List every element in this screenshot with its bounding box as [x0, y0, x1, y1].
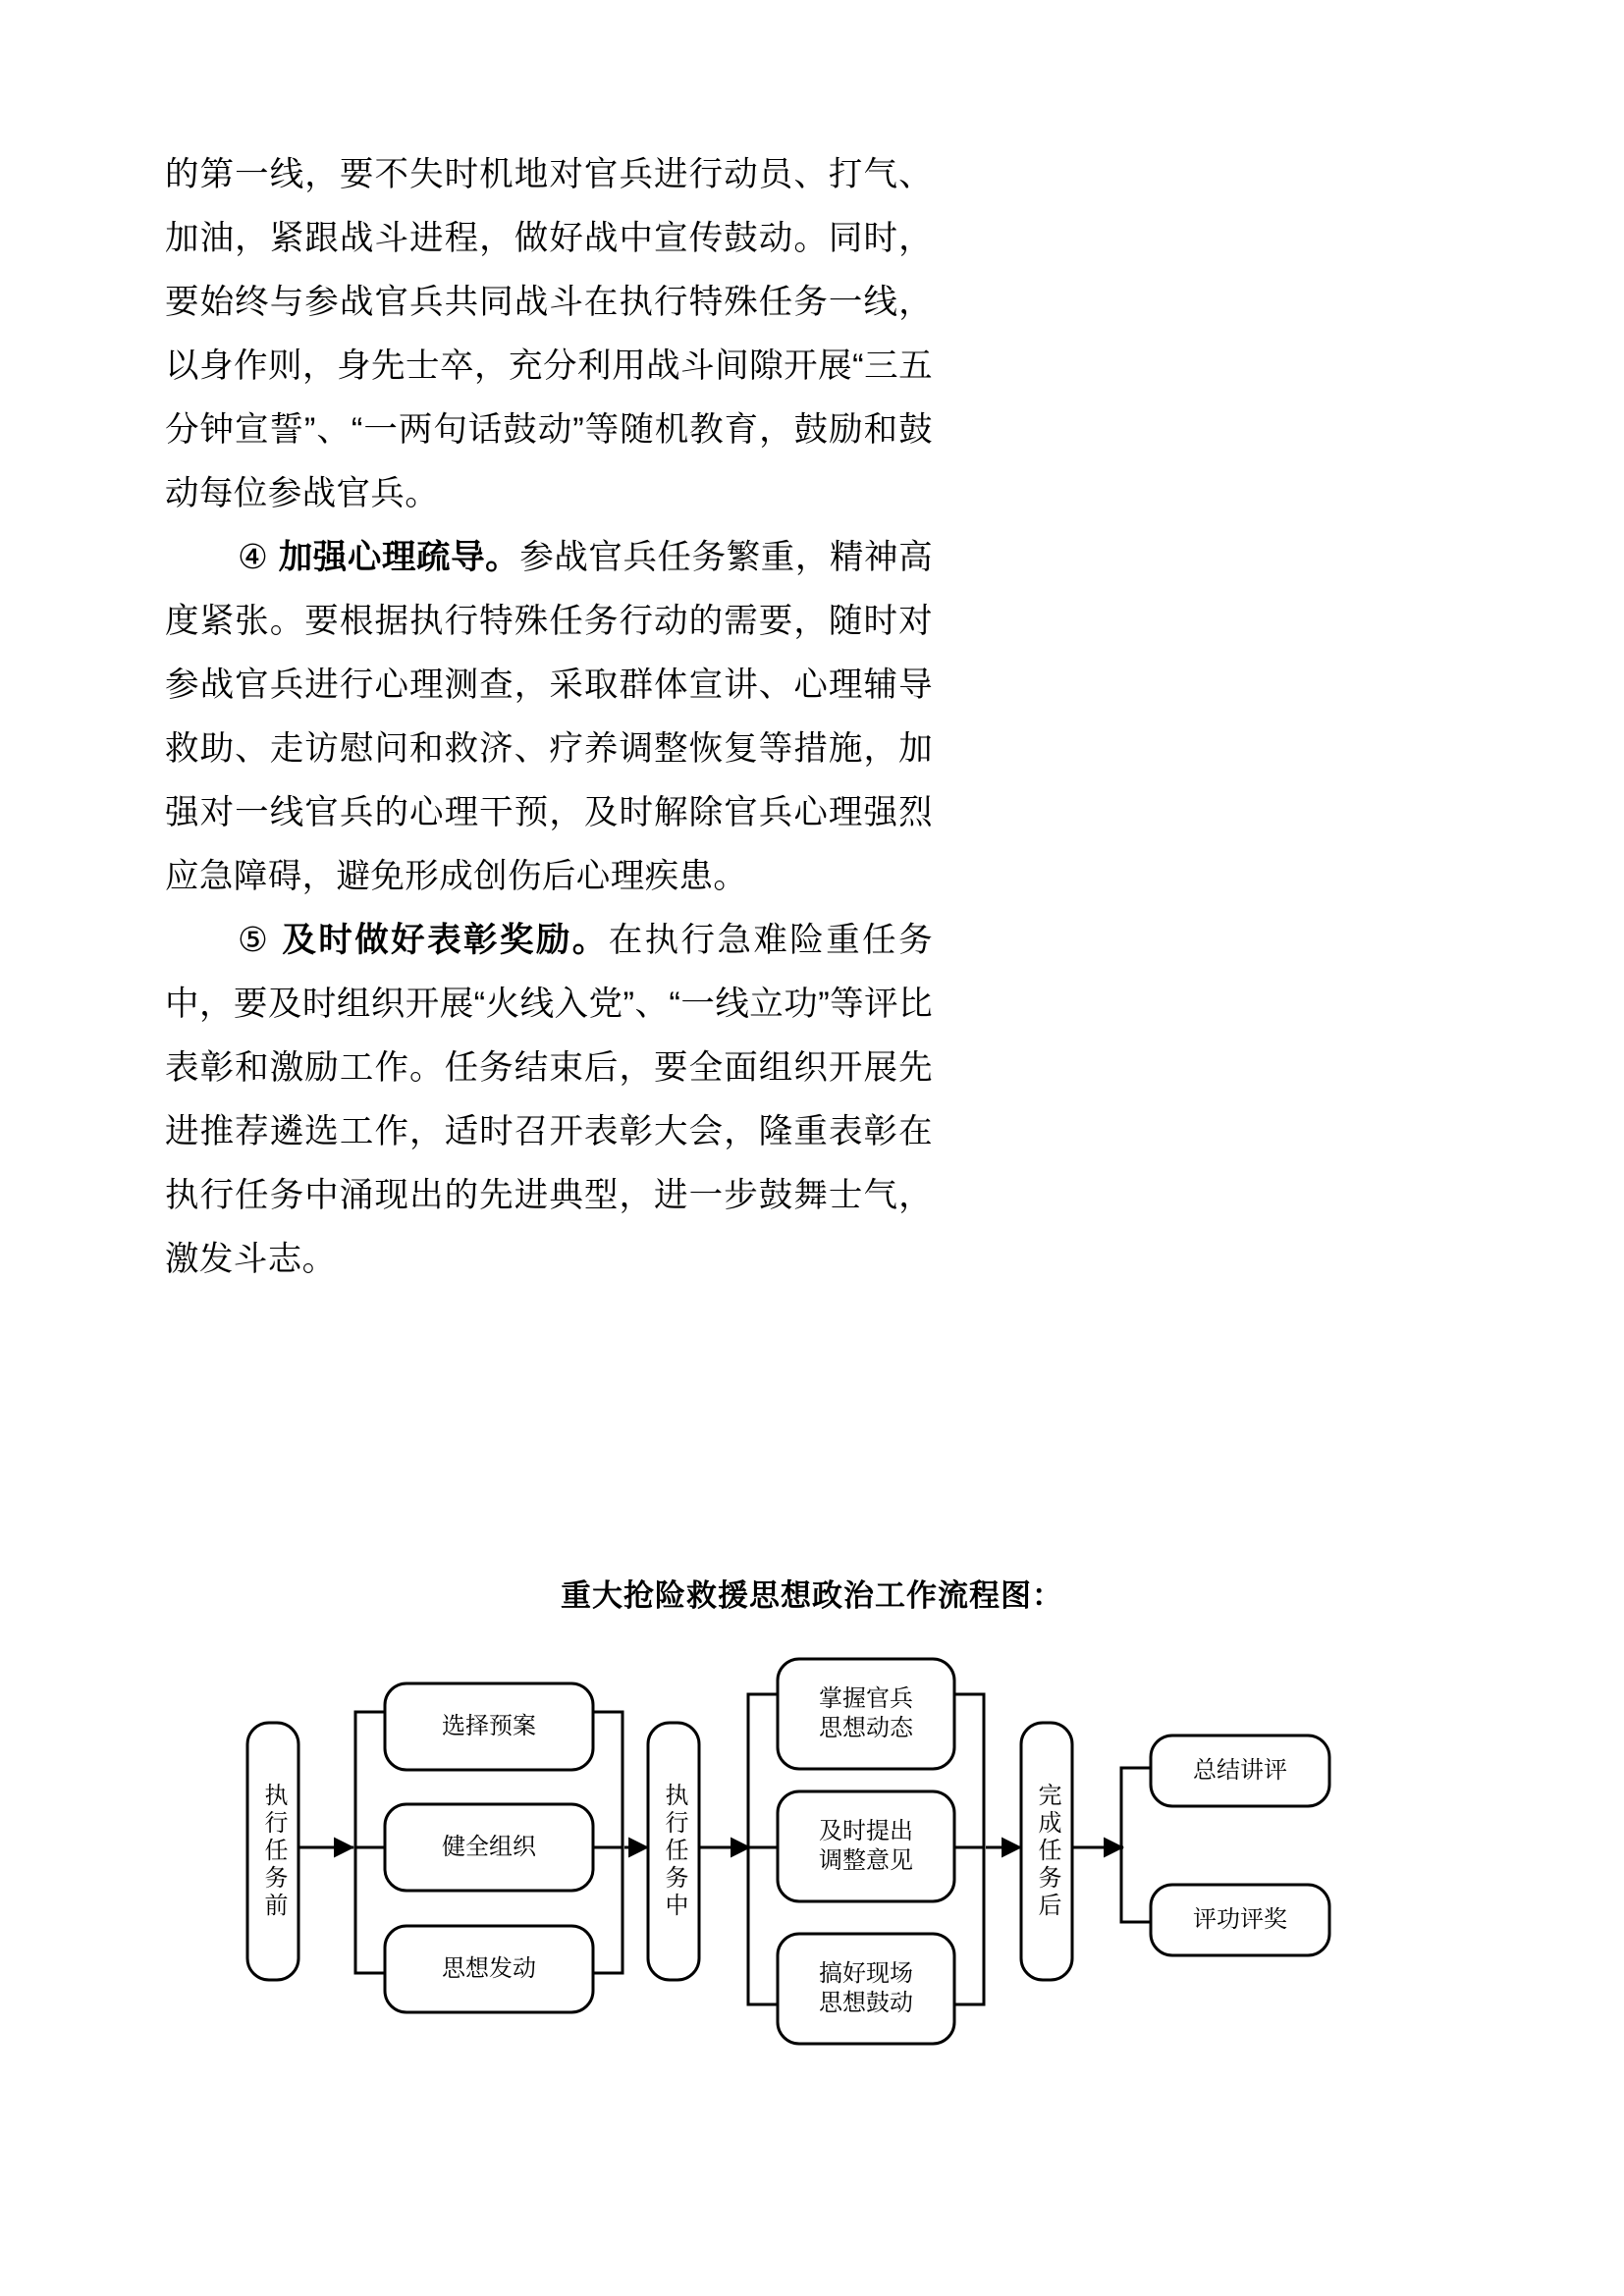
- task-label-summary-review: 总结讲评: [1193, 1758, 1287, 1784]
- task-label-select-plan: 选择预案: [442, 1714, 536, 1739]
- paragraph-text: 在执行急难险重任务中，要及时组织开展“火线入党”、“一线立功”等评比表彰和激励工作。任务结束后，要全面组织开展先进推荐遴选工作，适时召开表彰大会，隆重表彰在执行任务中涌现出的先进典型，进一步鼓舞士气，激发斗志。: [165, 922, 933, 1278]
- list-marker-5: ⑤: [238, 922, 271, 959]
- paragraph-item-4: [165, 526, 933, 909]
- workflow-diagram-canvas: [157, 1639, 1473, 2052]
- heading-item-5: 及时做好表彰奖励。: [282, 922, 609, 959]
- stage-label-during: 执行任务中: [661, 1783, 686, 1920]
- paragraph-continuation: [165, 143, 933, 526]
- task-box-summary-review: [1151, 1735, 1329, 1806]
- task-label-mobilization: 思想发动: [442, 1956, 536, 1982]
- paragraph-item-5: [165, 909, 933, 1292]
- task-box-grasp-thought: [778, 1659, 954, 1769]
- bracket-during-left: [748, 1694, 778, 2004]
- paragraph-text: 参战官兵任务繁重，精神高度紧张。要根据执行特殊任务行动的需要，随时对参战官兵进行心理测查，采取群体宣讲、心理辅导救助、走访慰问和救济、疗养调整恢复等措施，加强对一线官兵的心理干预，及时解除官兵心理强烈应急障碍，避免形成创伤后心理疾患。: [165, 539, 933, 895]
- task-box-mobilization: [385, 1926, 593, 2012]
- task-label-line2: 调整意见: [819, 1848, 913, 1874]
- task-label-line2: 思想动态: [819, 1716, 913, 1741]
- task-label-line1: 及时提出: [819, 1819, 913, 1844]
- task-box-improve-org: [385, 1804, 593, 1891]
- stage-box-before: [247, 1723, 298, 1980]
- stage-label-before: 执行任务前: [260, 1783, 286, 1920]
- workflow-diagram: [157, 1639, 1473, 2052]
- task-label-improve-org: 健全组织: [442, 1835, 536, 1860]
- diagram-title: 重大抢险救援思想政治工作流程图：: [561, 1578, 1063, 1613]
- stage-box-after: [1021, 1723, 1072, 1980]
- stage-box-during: [648, 1723, 699, 1980]
- bracket-after-fan: [1121, 1768, 1151, 1922]
- bracket-before-right: [593, 1712, 623, 1973]
- task-box-adjust-opinion: [778, 1791, 954, 1901]
- heading-item-4: 加强心理疏导。: [278, 539, 520, 576]
- paragraph-text: 的第一线，要不失时机地对官兵进行动员、打气、加油，紧跟战斗进程，做好战中宣传鼓动。同时，要始终与参战官兵共同战斗在执行特殊任务一线，以身作则，身先士卒，充分利用战斗间隙开展“三五分钟宣誓”、“一两句话鼓动”等随机教育，鼓励和鼓动每位参战官兵。: [165, 156, 933, 512]
- list-marker-4: ④: [238, 539, 269, 576]
- task-label-line2: 思想鼓动: [819, 1991, 913, 2016]
- document-text-body: [165, 143, 933, 1292]
- task-label-line1: 掌握官兵: [819, 1686, 913, 1712]
- task-label-line1: 搞好现场: [819, 1961, 913, 1987]
- task-box-select-plan: [385, 1683, 593, 1770]
- stage-label-after: 完成任务后: [1034, 1783, 1059, 1920]
- bracket-before-left: [355, 1712, 385, 1973]
- task-box-merit-award: [1151, 1885, 1329, 1955]
- bracket-during-right: [954, 1694, 984, 2004]
- task-label-merit-award: 评功评奖: [1193, 1907, 1287, 1933]
- task-box-onsite-agitation: [778, 1934, 954, 2044]
